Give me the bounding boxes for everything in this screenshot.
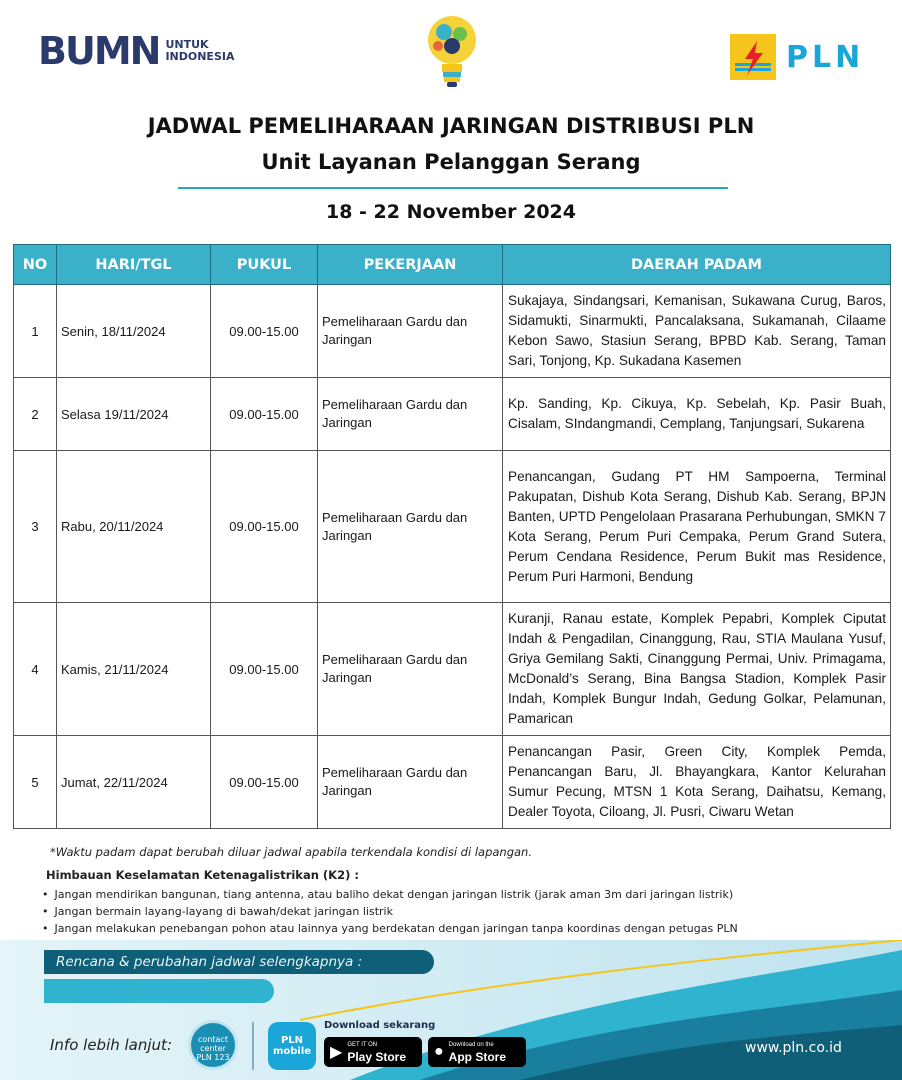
cell-pekerjaan: Pemeliharaan Gardu dan Jaringan: [318, 603, 503, 736]
plan-banner-blank: [44, 979, 274, 1003]
header-pukul: PUKUL: [211, 245, 318, 285]
cell-no: 3: [14, 451, 57, 603]
table-row: [14, 378, 891, 451]
pln-lightning-icon: [730, 34, 776, 80]
cell-hari: Selasa 19/11/2024: [57, 378, 211, 451]
cell-pekerjaan: Pemeliharaan Gardu dan Jaringan: [318, 285, 503, 378]
table-row: [14, 603, 891, 736]
cell-pekerjaan: Pemeliharaan Gardu dan Jaringan: [318, 378, 503, 451]
date-range: 18 - 22 November 2024: [326, 201, 576, 223]
cell-daerah: Kp. Sanding, Kp. Cikuya, Kp. Sebelah, Kp. Pasir Buah, Cisalam, SIndangmandi, Cemplang, Tanjungsari, Sukarena: [503, 378, 891, 451]
cell-hari: Senin, 18/11/2024: [57, 285, 211, 378]
cell-hari: Jumat, 22/11/2024: [57, 736, 211, 829]
bumn-logo-word: BUMN: [38, 29, 160, 73]
page-subtitle: Unit Layanan Pelanggan Serang: [261, 150, 641, 174]
schedule-table: [13, 244, 891, 829]
cell-daerah: Kuranji, Ranau estate, Komplek Pepabri, Komplek Ciputat Indah & Pengadilan, Cinanggung, Rau, STIA Maulana Yusuf, Griya Gemilang Sakti, Cinanggung Permai, Univ. Primagama, McDonald’s Serang, Bina Bangsa Stadion, Komplek Pasir Indah, Komplek Bungur Indah, Gedung Golkar, Pelamunan, Pamarican: [503, 603, 891, 736]
list-item: • Jangan mendirikan bangunan, tiang antenna, atau baliho dekat dengan jaringan listrik (jarak aman 3m dari jaringan listrik): [42, 886, 738, 903]
cell-pukul: 09.00-15.00: [211, 736, 318, 829]
cell-daerah: Penancangan Pasir, Green City, Komplek Pemda, Penancangan Baru, Jl. Bhayangkara, Kantor Kelurahan Sumur Pecung, MTSN 1 Kota Serang, Daihatsu, Kemang, Dealer Toyota, Ciloang, Jl. Pusri, Ciwaru Wetan: [503, 736, 891, 829]
k2-title: Himbauan Keselamatan Ketenagalistrikan (K2) :: [46, 868, 359, 882]
header-pekerjaan: PEKERJAAN: [318, 245, 503, 285]
table-header-row: [14, 245, 891, 285]
table-row: [14, 451, 891, 603]
cell-no: 4: [14, 603, 57, 736]
title-divider: [178, 187, 728, 189]
cell-no: 2: [14, 378, 57, 451]
bumn-logo: [38, 29, 235, 73]
list-item: • Jangan bermain layang-layang di bawah/dekat jaringan listrik: [42, 903, 738, 920]
header-hari: HARI/TGL: [57, 245, 211, 285]
cell-pukul: 09.00-15.00: [211, 603, 318, 736]
cell-pukul: 09.00-15.00: [211, 378, 318, 451]
table-row: [14, 285, 891, 378]
pln-logo-word: PLN: [786, 39, 865, 75]
bumn-logo-subtitle: UNTUK INDONESIA: [165, 38, 235, 63]
cell-no: 5: [14, 736, 57, 829]
website-link[interactable]: www.pln.co.id: [745, 1040, 842, 1056]
cell-pukul: 09.00-15.00: [211, 285, 318, 378]
apple-icon: ●: [434, 1043, 444, 1060]
info-label: Info lebih lanjut:: [50, 1036, 172, 1054]
cell-daerah: Penancangan, Gudang PT HM Sampoerna, Terminal Pakupatan, Dishub Kota Serang, Dishub Kab. Serang, BPJN Banten, UPTD Pengelolaan Prasarana Perhubungan, SMKN 7 Kota Serang, Perum Puri Cempaka, Perum Grand Sutera, Perum Cendana Residence, Perum Bukit mas Residence, Perum Puri Harmoni, Bendung: [503, 451, 891, 603]
lightbulb-icon: [424, 14, 480, 92]
cell-pukul: 09.00-15.00: [211, 451, 318, 603]
cell-pekerjaan: Pemeliharaan Gardu dan Jaringan: [318, 736, 503, 829]
pln-mobile-app-icon[interactable]: PLN mobile: [268, 1022, 316, 1070]
page-title: JADWAL PEMELIHARAAN JARINGAN DISTRIBUSI PLN: [147, 114, 755, 138]
header-no: NO: [14, 245, 57, 285]
header-daerah: DAERAH PADAM: [503, 245, 891, 285]
pln-logo: [730, 34, 864, 80]
disclaimer-note: *Waktu padam dapat berubah diluar jadwal apabila terkendala kondisi di lapangan.: [50, 845, 533, 859]
table-row: [14, 736, 891, 829]
app-store-button[interactable]: ● Download on the App Store: [428, 1037, 526, 1067]
cell-hari: Rabu, 20/11/2024: [57, 451, 211, 603]
contact-center-badge[interactable]: contact center PLN 123: [188, 1020, 238, 1070]
cell-hari: Kamis, 21/11/2024: [57, 603, 211, 736]
k2-list: [42, 886, 738, 937]
list-item: • Jangan melakukan penebangan pohon atau lainnya yang berdekatan dengan jaringan tanpa koordinas dengan petugas PLN: [42, 920, 738, 937]
plan-banner: Rencana & perubahan jadwal selengkapnya :: [44, 950, 434, 974]
cell-pekerjaan: Pemeliharaan Gardu dan Jaringan: [318, 451, 503, 603]
google-play-button[interactable]: ▶ GET IT ON Play Store: [324, 1037, 422, 1067]
footer-divider: [252, 1022, 254, 1070]
cell-no: 1: [14, 285, 57, 378]
cell-daerah: Sukajaya, Sindangsari, Kemanisan, Sukawana Curug, Baros, Sidamukti, Sinarmukti, Pancalaksana, Sukamanah, Cilaame Kebon Sawo, Stasiun Serang, BPBD Kab. Serang, Taman Sari, Tonjong, Kp. Sukadana Kasemen: [503, 285, 891, 378]
download-label: Download sekarang: [324, 1020, 436, 1031]
play-store-icon: ▶: [330, 1044, 343, 1061]
